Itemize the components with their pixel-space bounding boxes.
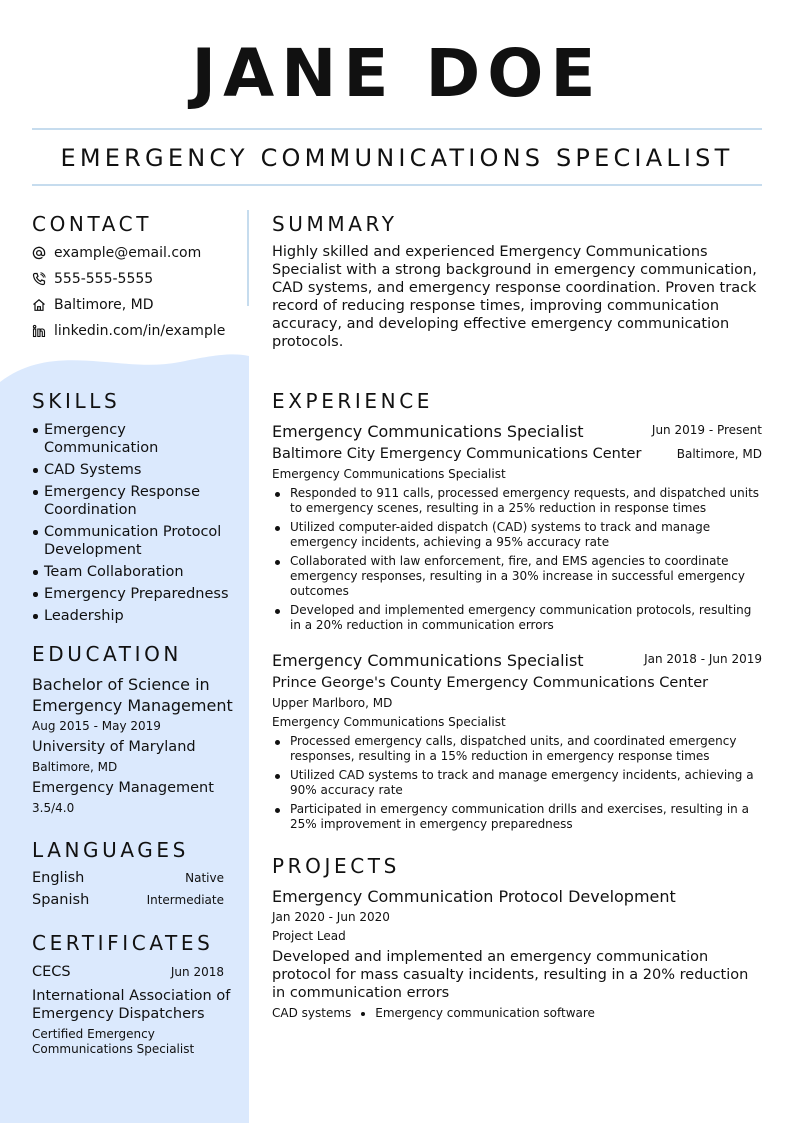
education-field: Emergency Management <box>32 780 214 796</box>
job-bullet: Processed emergency calls, dispatched units, and coordinated emergency responses, resulting in a 15% reduction in emergency response times <box>272 734 764 764</box>
skill-item: CAD Systems <box>32 461 232 479</box>
job-title: EMERGENCY COMMUNICATIONS SPECIALIST <box>60 144 734 172</box>
job-bullets <box>272 734 764 836</box>
project-name: Emergency Communication Protocol Development <box>272 887 676 906</box>
skills-list <box>32 421 232 629</box>
linkedin-icon <box>32 324 46 338</box>
project-role: Project Lead <box>272 929 346 943</box>
job-location: Upper Marlboro, MD <box>272 696 393 710</box>
tag-separator <box>361 1012 365 1016</box>
job-bullets <box>272 486 764 637</box>
project-tag: CAD systems <box>272 1006 352 1020</box>
summary-text: Highly skilled and experienced Emergency Communications Specialist with a strong background in emergency communication, CAD systems, and emergency response coordination. Proven track record of reducing response times, improving communication accuracy, and developing effective emergency communication protocols. <box>272 244 757 350</box>
job-subtitle: Emergency Communications Specialist <box>272 467 506 481</box>
contact-email-text: example@email.com <box>54 245 202 261</box>
contact-phone-text: 555-555-5555 <box>54 271 154 287</box>
skill-item: Emergency Communication <box>32 421 232 457</box>
skill-item: Team Collaboration <box>32 563 232 581</box>
contact-linkedin[interactable] <box>32 321 225 341</box>
skills-heading: SKILLS <box>32 389 121 413</box>
summary-heading: SUMMARY <box>272 212 398 236</box>
certificate-full-name: Certified Emergency Communications Specialist <box>32 1027 195 1056</box>
experience-heading: EXPERIENCE <box>272 389 434 413</box>
contact-email[interactable] <box>32 243 201 263</box>
education-degree: Bachelor of Science in Emergency Management <box>32 675 233 715</box>
job-bullet: Developed and implemented emergency communication protocols, resulting in a 20% reduction in communication errors <box>272 603 764 633</box>
header-rule-bottom <box>32 184 762 186</box>
skill-item: Leadership <box>32 607 232 625</box>
contact-location-text: Baltimore, MD <box>54 297 154 313</box>
project-tag: Emergency communication software <box>375 1006 595 1020</box>
education-location: Baltimore, MD <box>32 760 118 774</box>
certificate-date: Jun 2018 <box>170 965 224 979</box>
language-level: Native <box>185 871 224 885</box>
project-dates: Jan 2020 - Jun 2020 <box>272 910 390 924</box>
language-name: Spanish <box>32 892 90 908</box>
skill-item: Communication Protocol Development <box>32 523 232 559</box>
job-subtitle: Emergency Communications Specialist <box>272 715 506 729</box>
phone-icon <box>32 272 46 286</box>
education-school: University of Maryland <box>32 739 196 755</box>
job-bullet: Utilized CAD systems to track and manage emergency incidents, achieving a 90% accuracy rate <box>272 768 764 798</box>
job-dates: Jun 2019 - Present <box>651 423 762 437</box>
job-location: Baltimore, MD <box>676 447 762 461</box>
contact-location <box>32 295 153 315</box>
education-dates: Aug 2015 - May 2019 <box>32 719 161 733</box>
at-icon <box>32 246 46 260</box>
projects-heading: PROJECTS <box>272 854 400 878</box>
candidate-name: JANE DOE <box>191 35 603 112</box>
education-gpa: 3.5/4.0 <box>32 801 75 815</box>
contact-linkedin-text: linkedin.com/in/example <box>54 323 226 339</box>
certificate-name: CECS <box>32 964 71 980</box>
skill-item: Emergency Response Coordination <box>32 483 232 519</box>
job-bullet: Responded to 911 calls, processed emergency requests, and dispatched units to emergency scenes, resulting in a 25% reduction in response times <box>272 486 764 516</box>
contact-phone[interactable] <box>32 269 153 289</box>
job-bullet: Collaborated with law enforcement, fire, and EMS agencies to coordinate emergency responses, resulting in a 30% increase in successful emergency outcomes <box>272 554 764 599</box>
certificate-issuer: International Association of Emergency Dispatchers <box>32 988 231 1022</box>
job-company: Baltimore City Emergency Communications Center <box>272 446 642 462</box>
skill-item: Emergency Preparedness <box>32 585 232 603</box>
language-name: English <box>32 870 85 886</box>
contact-heading: CONTACT <box>32 212 153 236</box>
job-company: Prince George's County Emergency Communications Center <box>272 675 709 691</box>
job-role: Emergency Communications Specialist <box>272 651 584 670</box>
languages-heading: LANGUAGES <box>32 838 189 862</box>
column-divider <box>247 210 249 306</box>
project-tags <box>272 1006 595 1021</box>
education-heading: EDUCATION <box>32 642 182 666</box>
job-dates: Jan 2018 - Jun 2019 <box>644 652 762 666</box>
header-rule-top <box>32 128 762 130</box>
project-description: Developed and implemented an emergency communication protocol for mass casualty incidents, resulting in a 20% reduction in communication errors <box>272 949 749 1001</box>
job-bullet: Utilized computer-aided dispatch (CAD) systems to track and manage emergency incidents, achieving a 95% accuracy rate <box>272 520 764 550</box>
language-level: Intermediate <box>146 893 224 907</box>
certificates-heading: CERTIFICATES <box>32 931 214 955</box>
job-role: Emergency Communications Specialist <box>272 422 584 441</box>
job-bullet: Participated in emergency communication drills and exercises, resulting in a 25% improvement in emergency preparedness <box>272 802 764 832</box>
home-icon <box>32 298 46 312</box>
